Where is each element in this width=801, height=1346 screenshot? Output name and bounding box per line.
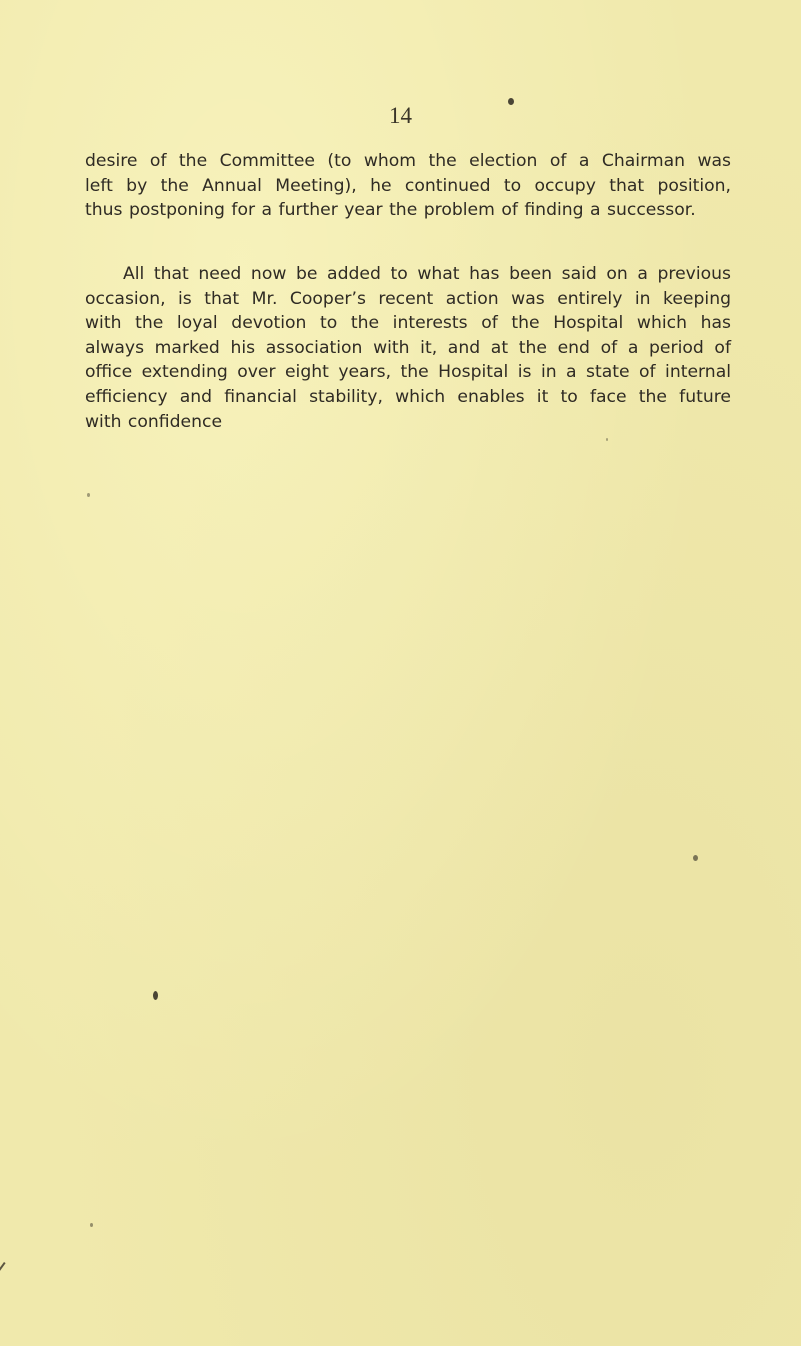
paragraph-line: efficiency and financial stability, which enables it to face the future [85, 386, 731, 407]
page-number: 14 [389, 103, 412, 128]
paragraph-line: left by the Annual Meeting), he continued to occupy that position, [85, 175, 731, 196]
paper-speck [153, 991, 158, 1000]
pencil-mark [0, 1262, 6, 1336]
paragraph-line: thus postponing for a further year the problem of finding a successor. [85, 200, 696, 221]
paragraph-line: with the loyal devotion to the interests of the Hospital which has [85, 313, 731, 334]
paper-speck [90, 1223, 93, 1227]
paragraph-line: always marked his association with it, and at the end of a period of [85, 337, 731, 358]
paragraph-line: desire of the Committee (to whom the election of a Chairman was [85, 151, 731, 171]
paper-speck [508, 98, 514, 105]
paper-speck [87, 493, 90, 497]
paragraph-line: office extending over eight years, the Hospital is in a state of internal [85, 362, 731, 383]
paragraph-line: occasion, is that Mr. Cooper’s recent action was entirely in keeping [85, 288, 731, 309]
paragraph-line: with confidence [85, 411, 223, 432]
paragraph-2 [85, 262, 731, 434]
paper-speck [693, 855, 698, 861]
paper-speck [606, 438, 608, 441]
paragraph-1 [85, 149, 731, 223]
paragraph-line: All that need now be added to what has been said on a previous [123, 264, 731, 284]
